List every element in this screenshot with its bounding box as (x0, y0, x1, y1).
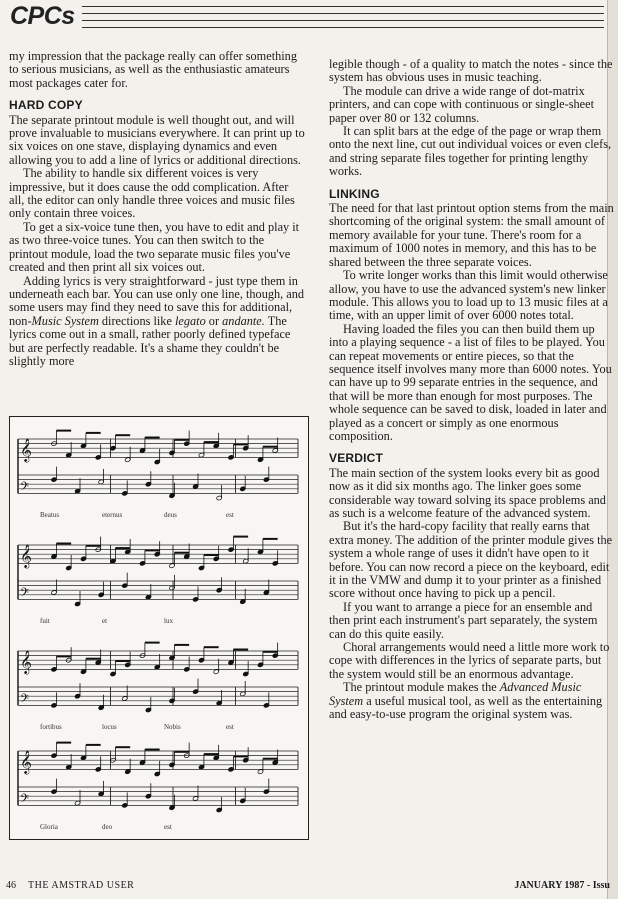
score-lyric: lux (164, 617, 173, 625)
italic-text: Music System (31, 313, 99, 328)
text-run: Adding lyrics is very straightforward - just type them in underneath each bar. You can use only one line, though, and some users may find they need to save this for additional, non- (9, 273, 305, 328)
score-lyric: fortibus (40, 723, 62, 731)
body-paragraph: The module can drive a wide range of dot-matrix printers, and can cope with continuous or single-sheet paper over 80 or 132 columns. (329, 83, 594, 125)
italic-text: legato (174, 313, 206, 328)
section-heading: HARD COPY (9, 98, 83, 113)
body-paragraph: But it's the hard-copy facility that really earns that extra money. The addition of the printer module gives the system a whole range of uses it didn't have open to it before. You can now record a piece on the keyboard, edit it in the VMW and dump it to your printer as a finished score without once having to pick up a pencil. (329, 519, 613, 601)
page-header (6, 0, 604, 34)
score-lyric: est (164, 823, 172, 831)
section-title: CPCs (10, 2, 75, 30)
section-heading: VERDICT (329, 451, 384, 466)
treble-clef-icon: 𝄞 (20, 749, 32, 774)
text-run: a useful musical tool, as well as the entertaining and easy-to-use program the original system was. (329, 693, 603, 722)
text-run: The printout module makes the (343, 680, 500, 695)
body-paragraph: It can split bars at the edge of the page or wrap them onto the next line, cut out individual voices or even clefs, and string separate files together for printing lengthy works. (329, 124, 612, 179)
bass-clef-icon: 𝄢 (20, 480, 30, 497)
score-lyric: Gloria (40, 823, 58, 831)
italic-text: Advanced Music System (329, 680, 582, 708)
body-paragraph: If you want to arrange a piece for an ensemble and then print each instrument's part separately, the system can do this quite easily. (329, 599, 598, 641)
score-lyric: deus (164, 511, 177, 519)
body-paragraph: The separate printout module is well thought out, and will prove invaluable to musicians everywhere. It can print up to six voices on one stave, displaying dynamics and even allowing you to add a line of lyrics or additional directions. (9, 112, 305, 167)
italic-text: andante. (222, 313, 265, 328)
bass-clef-icon: 𝄢 (20, 692, 30, 709)
score-lyric: locus (102, 723, 117, 731)
text-run: directions like (98, 313, 175, 328)
page-number: 46 (6, 880, 16, 891)
issue-date: JANUARY 1987 - Issu (514, 880, 610, 891)
score-lyric: Nobis (164, 723, 181, 731)
left-column (9, 50, 305, 368)
body-paragraph (9, 275, 305, 369)
header-rule (82, 6, 604, 7)
text-run: or (205, 313, 223, 328)
score-lyric: deo (102, 823, 113, 831)
bass-clef-icon: 𝄢 (20, 792, 30, 809)
text-run: The lyrics come out in a small, rather poorly defined typeface but are perfectly readable. It's a shame they couldn't be slightly more (9, 313, 291, 368)
score-lyric: Beatus (40, 511, 60, 519)
score-lyric: eternus (102, 511, 123, 519)
music-score-image (10, 417, 308, 839)
body-paragraph: my impression that the package really can offer something to serious musicians, as well as the enthusiastic amateurs most packages cater for. (9, 49, 297, 90)
score-lyric: fuit (40, 617, 50, 625)
section-heading: LINKING (329, 186, 380, 201)
score-figure (9, 416, 309, 840)
treble-clef-icon: 𝄞 (20, 437, 32, 462)
treble-clef-icon: 𝄞 (20, 649, 32, 674)
page-footer (6, 880, 610, 894)
right-column (329, 58, 615, 722)
header-rule (82, 27, 604, 28)
publication-name: THE AMSTRAD USER (28, 880, 135, 891)
body-paragraph: To write longer works than this limit would otherwise allow, you have to use the advanced system's new linker module. This allows you to load up to 13 music files at a time, with an upper limit of over 6000 notes total. (329, 268, 608, 323)
body-paragraph: To get a six-voice tune then, you have to edit and play it as two three-voice tunes. You can then switch to the printout module, load the two separate music files you've created and then print all six voices out. (9, 219, 300, 275)
body-paragraph: The need for that last printout option stems from the main shortcoming of the original system: the small amount of memory available for your tune. There's room for a maximum of 1000 notes in memory, and this has to be shared between the three separate voices. (329, 201, 614, 269)
score-lyric: est (226, 511, 234, 519)
treble-clef-icon: 𝄞 (20, 543, 32, 568)
score-lyric: et (102, 617, 108, 625)
body-paragraph: legible though - of a quality to match the notes - since the system has obvious uses in music teaching. (329, 57, 613, 85)
body-paragraph (329, 681, 615, 721)
bass-clef-icon: 𝄢 (20, 586, 30, 603)
header-rule (82, 20, 604, 21)
body-paragraph: The main section of the system looks every bit as good now as it did six months ago. The linker goes some considerable way toward solving its space problems and as such is a welcome feature of the advanced system. (329, 465, 606, 520)
body-paragraph: The ability to handle six different voices is very impressive, but it does cause the odd complication. After all, the editor can only handle three voices and music files only contain three voices. (9, 166, 295, 221)
score-lyric: est (226, 723, 234, 731)
body-paragraph: Choral arrangements would need a little more work to cope with differences in the lyrics of separate parts, but the system would still be an enormous advantage. (329, 640, 610, 681)
header-rule (82, 13, 604, 14)
body-paragraph: Having loaded the files you can then build them up into a playing sequence - a list of files to be played. You can repeat movements or entire pieces, so that the sequence itself involves many more than 6000 notes. You can have up to 99 separate entries in the sequence, and that will be more than enough for most purposes. The whole sequence can be saved to disk, loaded in later and played as a concert or simply as one enormous composition. (329, 321, 612, 443)
